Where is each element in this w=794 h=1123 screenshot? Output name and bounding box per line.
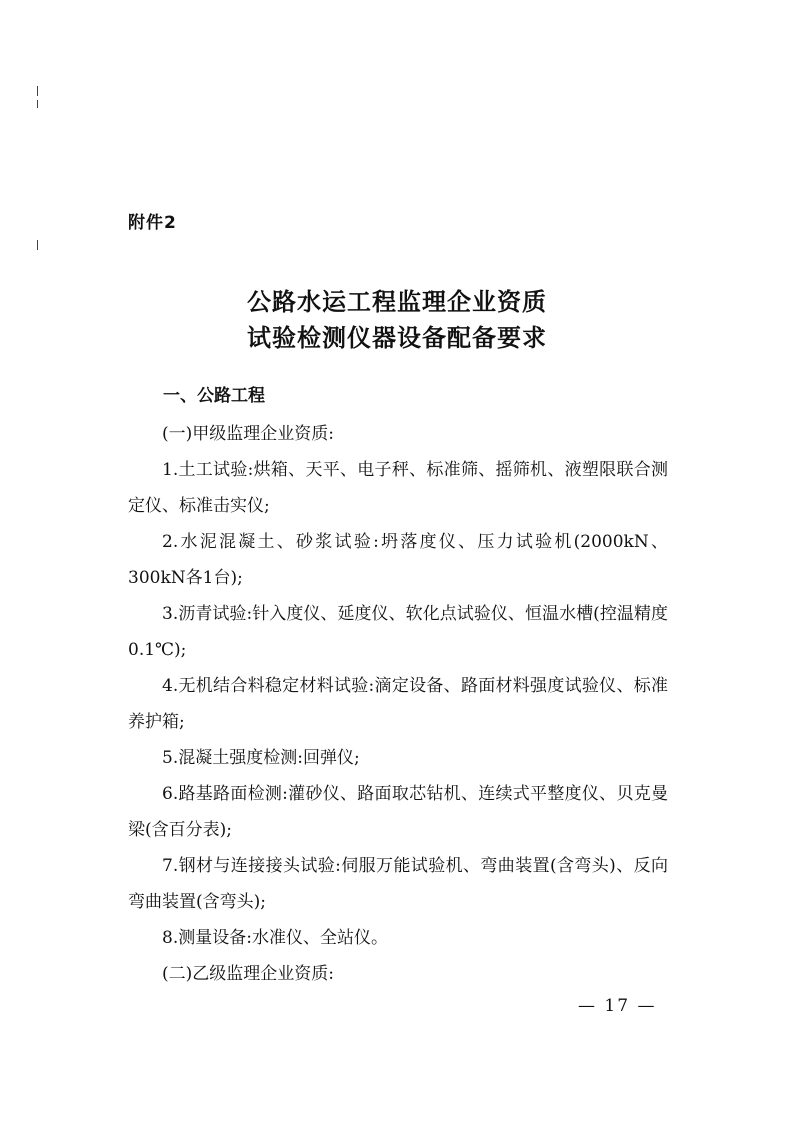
paragraph-grade-a-heading: (一)甲级监理企业资质: [162, 424, 334, 444]
paragraph-item-1: 1.土工试验:烘箱、天平、电子秤、标准筛、摇筛机、液塑限联合测定仪、标准击实仪; [128, 460, 668, 516]
scan-artifact [37, 86, 38, 96]
paragraph-item-3: 3.沥青试验:针入度仪、延度仪、软化点试验仪、恒温水槽(控温精度0.1℃); [128, 604, 668, 660]
section-heading: 一、公路工程 [163, 386, 265, 406]
scan-artifact [37, 100, 38, 108]
paragraph-item-8: 8.测量设备:水准仪、全站仪。 [162, 928, 388, 948]
page-number: — 17 — [578, 996, 657, 1016]
paragraph-item-4: 4.无机结合料稳定材料试验:滴定设备、路面材料强度试验仪、标准养护箱; [128, 676, 668, 732]
paragraph-item-7: 7.钢材与连接接头试验:伺服万能试验机、弯曲装置(含弯头)、反向弯曲装置(含弯头); [128, 856, 668, 912]
attachment-label: 附件2 [128, 213, 177, 233]
paragraph-grade-b-heading: (二)乙级监理企业资质: [162, 964, 334, 984]
document-title-line-1: 公路水运工程监理企业资质 [247, 288, 547, 316]
paragraph-item-5: 5.混凝土强度检测:回弹仪; [162, 748, 360, 768]
document-title-line-2: 试验检测仪器设备配备要求 [247, 324, 547, 352]
paragraph-item-2: 2.水泥混凝土、砂浆试验:坍落度仪、压力试验机(2000kN、300kN各1台); [128, 532, 668, 588]
scan-artifact [37, 240, 38, 250]
paragraph-item-6: 6.路基路面检测:灌砂仪、路面取芯钻机、连续式平整度仪、贝克曼梁(含百分表); [128, 784, 668, 840]
